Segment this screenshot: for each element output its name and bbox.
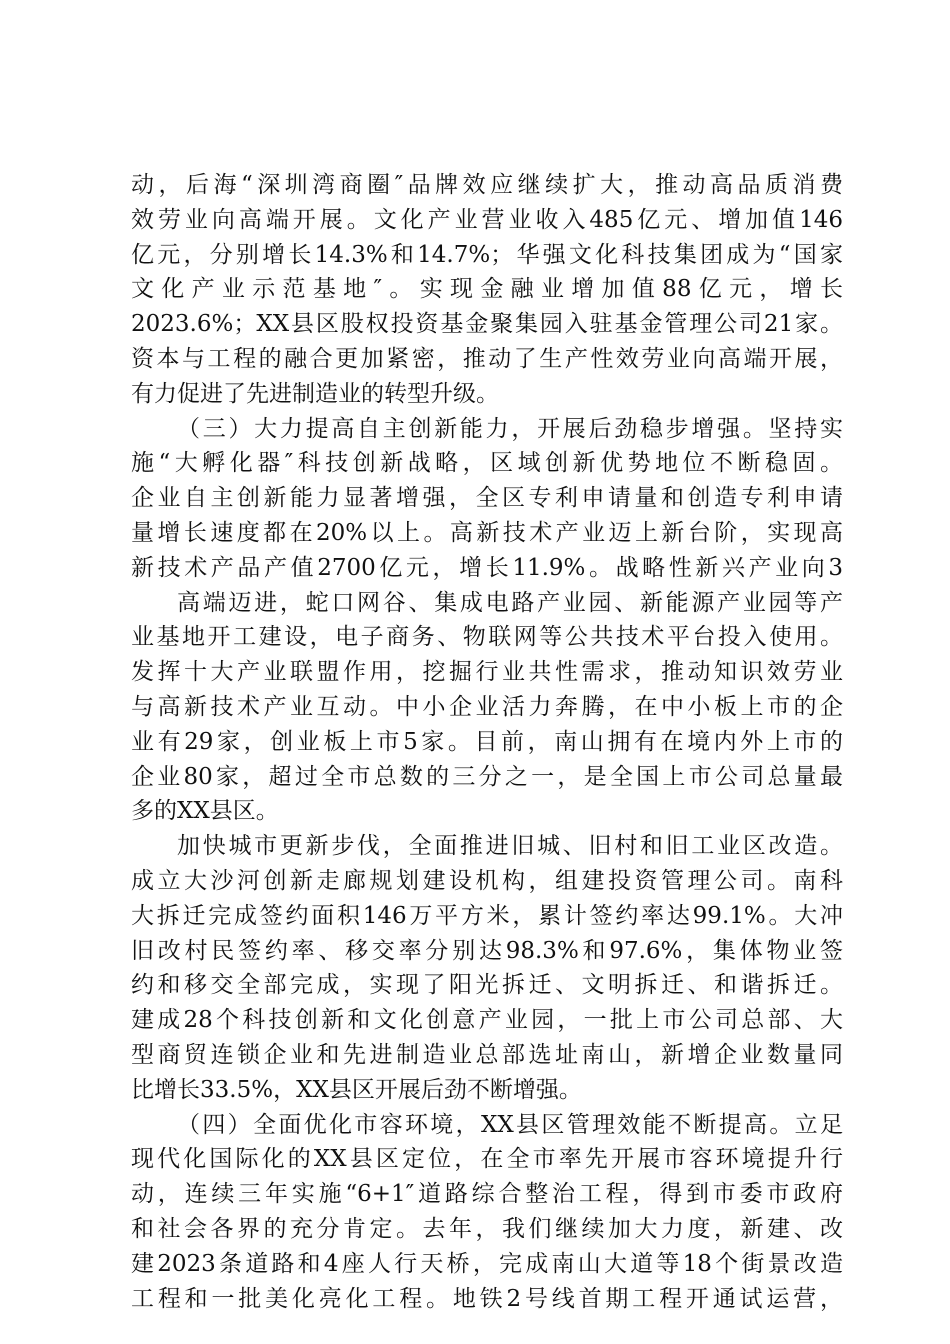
text-line: 加快城市更新步伐，全面推进旧城、旧村和旧工业区改造。 (177, 833, 843, 860)
text-line: 发挥十大产业联盟作用，挖掘行业共性需求，推动知识效劳业 (131, 659, 843, 686)
text-line: 动，连续三年实施“6+1″道路综合整治工程，得到市委市政府 (131, 1181, 843, 1208)
text-line: （三）大力提高自主创新能力，开展后劲稳步增强。坚持实 (177, 415, 843, 442)
text-line: 文化产业示范基地″。实现金融业增加值88亿元，增长 (131, 276, 843, 303)
text-line: 与高新技术产业互动。中小企业活力奔腾，在中小板上市的企 (131, 693, 843, 720)
text-line: 业有29家，创业板上市5家。目前，南山拥有在境内外上市的 (131, 728, 843, 755)
text-line: 施“大孵化器″科技创新战略，区域创新优势地位不断稳固。 (131, 450, 843, 477)
text-line: 成立大沙河创新走廊规划建设机构，组建投资管理公司。南科 (131, 867, 843, 894)
text-line: 工程和一批美化亮化工程。地铁2号线首期工程开通试运营， (131, 1285, 843, 1312)
text-line: 多的XX县区。 (131, 798, 279, 825)
text-line: 新技术产品产值2700亿元，增长11.9%。战略性新兴产业向3 (131, 554, 843, 581)
text-line: 效劳业向高端开展。文化产业营业收入485亿元、增加值146 (131, 206, 843, 233)
text-line: （四）全面优化市容环境，XX县区管理效能不断提高。立足 (177, 1111, 843, 1138)
text-line: 建2023条道路和4座人行天桥，完成南山大道等18个街景改造 (131, 1250, 843, 1277)
text-line: 比增长33.5%，XX县区开展后劲不断增强。 (131, 1076, 582, 1103)
text-line: 约和移交全部完成，实现了阳光拆迁、文明拆迁、和谐拆迁。 (131, 972, 843, 999)
text-line: 业基地开工建设，电子商务、物联网等公共技术平台投入使用。 (131, 624, 843, 651)
text-line: 动，后海“深圳湾商圈″品牌效应继续扩大，推动高品质消费 (131, 172, 843, 198)
document-body (131, 168, 843, 1316)
text-line: 现代化国际化的XX县区定位，在全市率先开展市容环境提升行 (131, 1146, 843, 1173)
text-line: 2023.6%；XX县区股权投资基金聚集园入驻基金管理公司21家。 (131, 311, 843, 338)
text-line: 建成28个科技创新和文化创意产业园，一批上市公司总部、大 (131, 1007, 843, 1034)
text-line: 旧改村民签约率、移交率分别达98.3%和97.6%，集体物业签 (131, 937, 843, 964)
text-line: 资本与工程的融合更加紧密，推动了生产性效劳业向高端开展， (131, 345, 843, 372)
text-line: 高端迈进，蛇口网谷、集成电路产业园、新能源产业园等产 (177, 589, 843, 616)
text-line: 亿元，分别增长14.3%和14.7%；华强文化科技集团成为“国家 (131, 241, 843, 268)
text-line: 有力促进了先进制造业的转型升级。 (131, 380, 499, 407)
text-line: 和社会各界的充分肯定。去年，我们继续加大力度，新建、改 (131, 1215, 843, 1242)
text-line: 大拆迁完成签约面积146万平方米，累计签约率达99.1%。大冲 (131, 902, 843, 929)
text-line: 企业自主创新能力显著增强，全区专利申请量和创造专利申请 (131, 485, 843, 512)
text-line: 型商贸连锁企业和先进制造业总部选址南山，新增企业数量同 (131, 1041, 843, 1068)
text-line: 企业80家，超过全市总数的三分之一，是全国上市公司总量最 (131, 763, 843, 790)
text-line: 量增长速度都在20%以上。高新技术产业迈上新台阶，实现高 (131, 519, 843, 546)
